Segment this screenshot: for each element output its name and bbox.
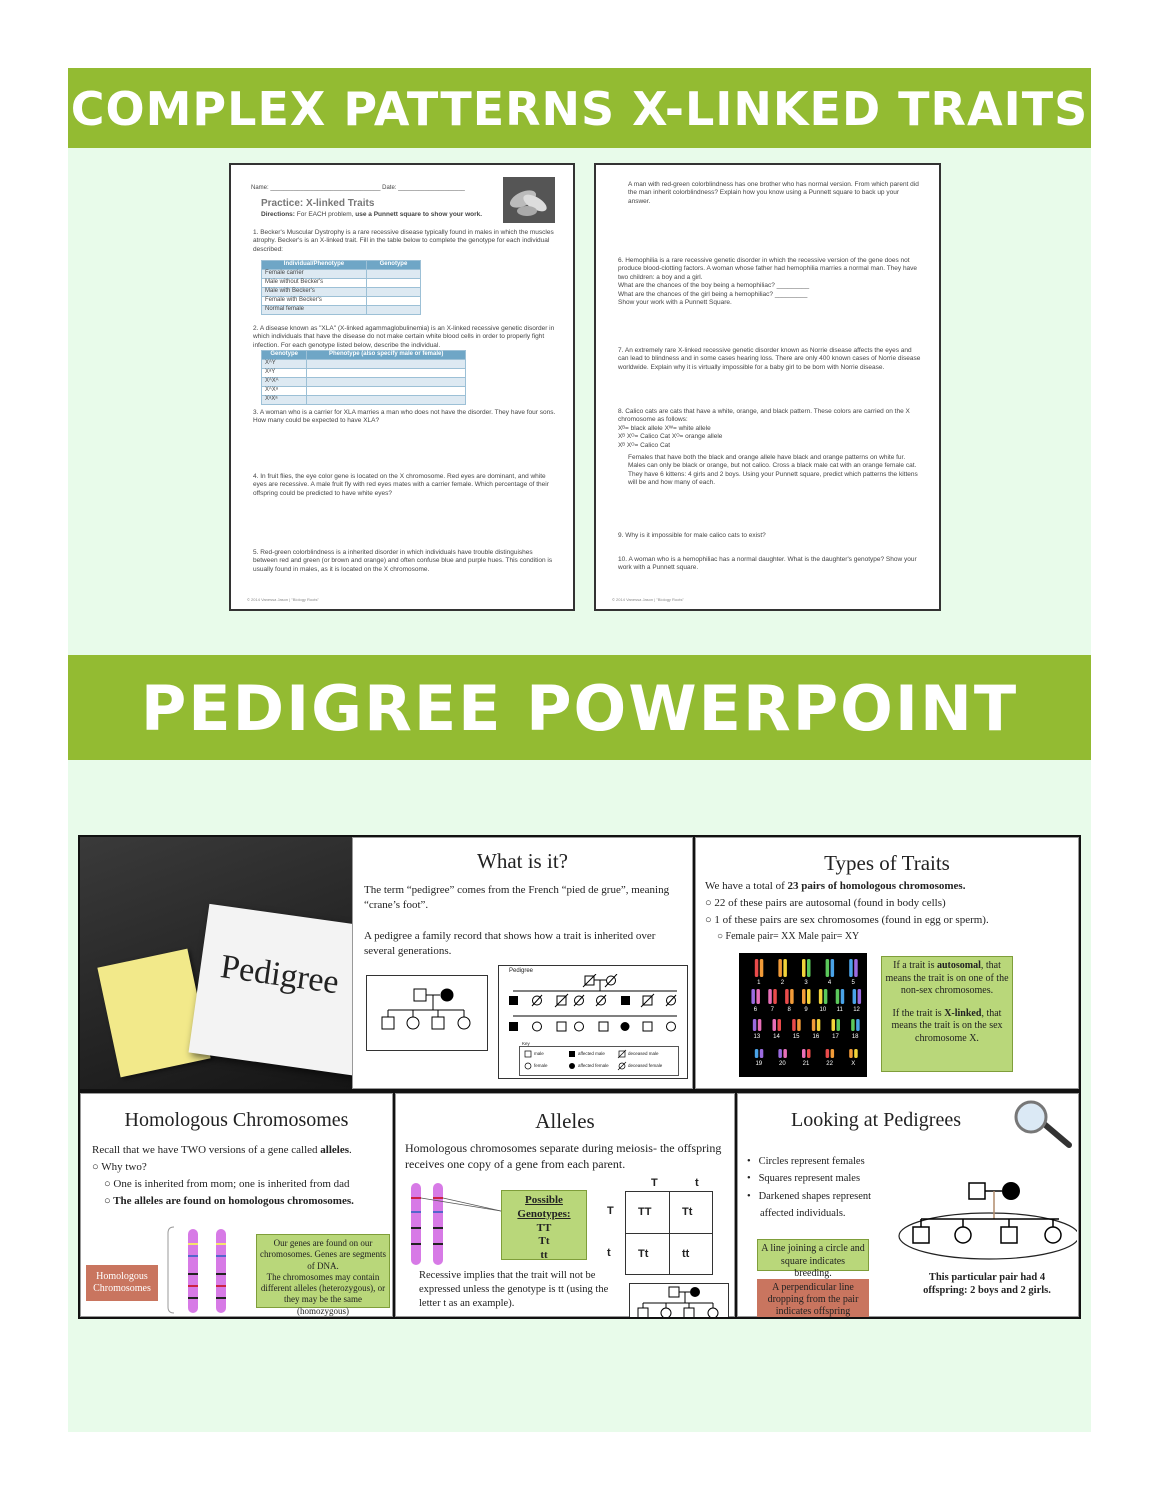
karyotype-number: 17 [832,1034,839,1040]
slides-collage [78,835,1081,1319]
karyotype-chromosome [807,1049,811,1058]
table-cell: Female with Becker's [262,296,367,305]
slide-what-is-it [352,837,693,1089]
karyotype-chromosome [773,1019,777,1031]
karyotype-number: 1 [757,980,761,986]
karyotype-number: 16 [812,1034,820,1040]
genes-note-box: Our genes are found on our chromosomes. Genes are segments of DNA. The chromosomes may contain different alleles (heterozygous), or they may be the same (homozygous) [256,1234,390,1308]
worksheet-title: Practice: X-linked Traits [261,198,375,209]
genotypes-title: Possible Genotypes: [517,1194,571,1220]
directions-bold: use a Punnett square to show your work. [355,211,483,218]
karyotype-number: 22 [826,1061,833,1067]
question-10: 10. A woman who is a hemophiliac has a normal daughter. What is the daughter's genotype? Show your work with a Punnett square. [618,556,917,572]
table-cell [366,287,420,296]
name-date-line: Name: _________________________________ Date: ____________________ [251,185,465,191]
karyotype-number: 10 [819,1007,827,1013]
karyotype-number: 13 [753,1034,761,1040]
key-item: deceased male [628,1051,659,1056]
punnett-header: T [651,1177,658,1189]
line-text: We have a total of [705,880,788,892]
pedigree-chart [498,965,688,1079]
karyotype-chromosome [824,989,828,1004]
note-bold: autosomal [936,960,981,971]
offspring-note-box: A perpendicular line dropping from the pair indicates offspring [757,1279,869,1317]
line-bold: 23 pairs of homologous chromosomes. [787,880,966,892]
karyotype-chromosome [854,959,858,977]
karyotype-chromosome [768,989,772,1004]
key-item: deceased female [628,1063,663,1068]
slide-paragraph: Homologous chromosomes separate during meiosis- the offspring receives one copy of a gene from each parent. [405,1141,722,1172]
table-cell: XᴬY [262,359,307,368]
key-symbols [520,1047,678,1075]
karyotype-chromosome [854,1049,858,1058]
key-item: male [534,1051,544,1056]
punnett-cell: tt [682,1248,690,1260]
pedigree-key [519,1041,679,1076]
karyotype-chromosomes [739,953,867,1077]
allele-chromosomes-image [409,1181,501,1267]
karyotype-number: 2 [780,980,785,986]
karyotype-chromosome [802,1049,806,1058]
banner-pedigree: PEDIGREE POWERPOINT [68,655,1091,760]
karyotype-chromosome [790,989,794,1004]
worksheet-page-2 [594,163,941,611]
question-3: 3. A woman who is a carrier for XLA marries a man who does not have the disorder. They have four sons. How many could be expected to have XLA? [253,409,556,425]
directions-text: For EACH problem, [296,211,354,218]
title-card [189,904,355,1080]
karyotype-chromosome [849,1049,853,1058]
karyotype-chromosome [849,959,853,977]
table-cell: XᴬXᴬ [262,377,307,386]
karyotype-number: 6 [753,1007,758,1013]
karyotype-chromosome [785,989,789,1004]
karyotype-chromosome [758,1019,762,1031]
slide-paragraph: A pedigree a family record that shows how a trait is inherited over several generations. [364,930,656,957]
question-7: 7. An extremely rare X-linked recessive genetic disorder known as Norrie disease affects the eyes and can lead to blindness and in some cases hearing loss. There are only 400 known cases of Norrie disease worldwide. Explain why it is virtually impossible for a baby girl to be born with Norrie disease. [618,347,921,371]
karyotype-chromosome [856,1019,860,1031]
slide-line [705,879,965,894]
karyotype-image [739,953,867,1077]
karyotype-chromosome [802,989,806,1004]
becker-table [261,260,421,315]
pedigree-chart-symbols [499,974,687,1044]
slide-line: ○ 1 of these pairs are sex chromosomes (found in egg or sperm). [705,914,989,926]
karyotype-number: 4 [827,980,832,986]
genotype-item: Tt [538,1235,550,1248]
karyotype-number: 18 [851,1034,859,1040]
question-5-continued: A man with red-green colorblindness has one brother who has normal version. From which parent did the man inherit colorblindness? Explain how you know using a Punnett square to back up your answer. [628,181,919,205]
offspring-summary: This particular pair had 4 offspring: 2 boys and 2 girls. [923,1272,1051,1297]
directions [261,211,501,219]
karyotype-number: 20 [779,1061,786,1067]
table-cell [307,386,466,395]
bullet-item: • Darkened shapes represent affected individuals. [747,1190,872,1219]
karyotype-chromosome [836,989,840,1004]
table-header: Genotype [366,261,420,270]
karyotype-chromosome [756,989,760,1004]
question-8: 8. Calico cats are cats that have a white, orange, and black pattern. These colors are carried on the X chromosome as follows: Xᴮ= black allele Xᵂ= white allele Xᴮ Xᴼ= Calico Cat Xᴼ= orange allele Xᴮ Xᴼ= Calico Cat [618,408,910,449]
question-5: 5. Red-green colorblindness is a inherited disorder in which individuals have trouble distinguishes between red and green (or brown and orange) and often confuse blue and purple hues. This condition is usually found in males, as it is located on the X chromosome. [253,549,553,573]
line-text: Recall that we have TWO versions of a gene called [92,1144,321,1156]
karyotype-chromosome [858,989,862,1004]
punnett-square [605,1177,733,1277]
slide-title: What is it? [477,849,568,873]
table-cell [366,296,420,305]
karyotype-number: 12 [853,1007,860,1013]
chromosome-photo [503,177,555,223]
karyotype-chromosome [760,959,764,977]
karyotype-chromosome [826,1049,830,1058]
karyotype-chromosome [807,989,811,1004]
karyotype-chromosome [807,959,811,977]
bullet-text: Squares represent males [758,1173,861,1185]
karyotype-number: 15 [792,1034,800,1040]
karyotype-chromosome [778,1049,782,1058]
karyotype-chromosome [753,1019,757,1031]
worksheet-page-1 [229,163,575,611]
karyotype-chromosome [783,959,787,977]
question-2: 2. A disease known as "XLA" (X-linked agammaglobulinemia) is an X-linked recessive genetic disorder in which individuals that have the disease do not make certain white blood cells in order to properly fight infection. For each genotype listed below, describe the individual. [253,325,555,349]
trait-info-box [881,956,1013,1072]
karyotype-number: 9 [804,1007,808,1013]
karyotype-number: 7 [770,1007,774,1013]
karyotype-number: 11 [836,1007,843,1013]
slide-line: ○ One is inherited from mom; one is inherited from dad [104,1178,350,1190]
karyotype-number: 21 [802,1061,810,1067]
table-cell [307,395,466,404]
karyotype-chromosome [817,1019,821,1031]
punnett-cell: Tt [638,1248,649,1260]
key-item: affected male [578,1051,605,1056]
karyotype-number: 19 [755,1061,763,1067]
karyotype-number: 8 [787,1007,791,1013]
question-6: 6. Hemophilia is a rare recessive genetic disorder in which the recessive version of the gene does not produce blood-clotting factors. A woman whose father had hemophilia marries a normal man. They have two children: a boy and a girl. What are the chances of the boy being a hemophiliac? _________ What are the chances of the girl being a hemophiliac? _________ Show your work with a Punnett Square. [618,257,918,307]
pedigree-example-diagram [897,1181,1077,1261]
small-pedigree-diagram [629,1283,729,1317]
table-cell: Female carrier [262,269,367,278]
slide-line: ○ Why two? [92,1161,147,1173]
punnett-header: t [695,1177,699,1189]
slide-alleles [395,1093,735,1317]
cover-slide [80,837,355,1089]
bullet-item: • Squares represent males [747,1173,861,1185]
question-8-continued: Females that have both the black and orange allele have black and orange patterns on white fur. Males can only be black or orange, but not calico. Cross a black male cat with an orange female cat. They have 6 kittens: 4 girls and 2 boys. Using your Punnett square, predict which patterns the kittens will be and how many of each. [628,454,918,487]
slide-paragraph: Recessive implies that the trait will not be expressed unless the genotype is tt (using the letter t as an example). [419,1270,609,1310]
key-item: female [534,1063,548,1068]
note-text: If a trait is [893,960,937,971]
punnett-header: t [607,1247,611,1259]
slide-title: Looking at Pedigrees [791,1109,961,1131]
line-bold: alleles [320,1144,349,1156]
punnett-cell: TT [638,1206,652,1218]
karyotype-chromosome [837,1019,841,1031]
note-text: , that means the trait is on the sex chromosome X. [891,1007,1003,1044]
directions-label: Directions: [261,211,295,218]
genotype-item: TT [536,1221,552,1234]
karyotype-chromosome [812,1019,816,1031]
karyotype-chromosome [802,959,806,977]
homologous-pin: Homologous Chromosomes [86,1265,158,1301]
karyotype-chromosome [831,959,835,977]
karyotype-chromosome [826,959,830,977]
karyotype-chromosome [819,989,823,1004]
table-header: Genotype [262,351,307,360]
table-cell: Male with Becker's [262,287,367,296]
xla-table [261,350,466,405]
worksheet-footer: © 2014 Vanessa Jason | "Biology Roots" [612,596,684,602]
slide-looking-at-pedigrees [737,1093,1079,1317]
key-label: Key [522,1041,530,1046]
magnifying-glass-icon [1007,1099,1073,1149]
punnett-grid [625,1191,713,1275]
key-item: affected female [578,1063,609,1068]
karyotype-number: 3 [804,980,808,986]
table-cell [366,278,420,287]
table-header: Individual/Phenotype [262,261,367,270]
table-cell [366,269,420,278]
cover-title: Pedigree [218,948,342,1002]
karyotype-number: 14 [773,1034,780,1040]
homologous-chromosomes-image [164,1225,254,1315]
bullet-text: Darkened shapes represent affected individuals. [758,1190,872,1219]
bullet-item: • Circles represent females [747,1156,865,1167]
possible-genotypes-box [501,1190,587,1260]
breeding-note-box: A line joining a circle and square indicates breeding. [757,1239,869,1271]
punnett-cell: Tt [682,1206,693,1218]
question-4: 4. In fruit flies, the eye color gene is located on the X chromosome. Red eyes are dominant, and white eyes are recessive. A male fruit fly with red eyes mates with a carrier female. Which percentage of their offspring could be predicted to have white eyes? [253,473,549,497]
bullet-text: Circles represent females [758,1156,865,1167]
autosomal-note [885,960,1009,998]
karyotype-chromosome [851,1019,855,1031]
pedigree-chart-label: Pedigree [509,968,534,974]
slide-title: Alleles [535,1109,595,1133]
karyotype-chromosome [755,959,759,977]
slide-line [92,1143,352,1158]
simple-pedigree-diagram [366,975,488,1051]
table-cell: Normal female [262,305,367,314]
slide-types-of-traits [695,837,1079,1089]
table-header: Phenotype (also specify male or female) [307,351,466,360]
table-cell: XᵃY [262,368,307,377]
karyotype-chromosome [831,1049,835,1058]
table-cell: XᴬXᵃ [262,386,307,395]
slide-line: ○ Female pair= XX Male pair= XY [717,931,860,942]
slide-line: ○ 22 of these pairs are autosomal (found in body cells) [705,897,946,909]
karyotype-chromosome [760,1049,764,1058]
karyotype-chromosome [751,989,755,1004]
banner-xlinked: COMPLEX PATTERNS X-LINKED TRAITS [68,68,1091,148]
note-text: If the trait is [892,1007,945,1019]
karyotype-chromosome [778,1019,782,1031]
karyotype-chromosome [853,989,857,1004]
xlinked-note [885,1008,1009,1046]
question-1: 1. Becker's Muscular Dystrophy is a rare recessive disease typically found in males in which the muscles atrophy. Becker's is an X-linked trait. Fill in the table below to complete the genotype for each individual described: [253,229,554,253]
karyotype-chromosome [755,1049,759,1058]
karyotype-chromosome [783,1049,787,1058]
karyotype-chromosome [832,1019,836,1031]
question-9: 9. Why is it impossible for male calico cats to exist? [618,532,766,539]
table-cell [307,359,466,368]
table-cell [307,368,466,377]
karyotype-chromosome [773,989,777,1004]
slide-title: Homologous Chromosomes [124,1109,349,1131]
punnett-header: T [607,1205,614,1217]
karyotype-chromosome [797,1019,801,1031]
genotype-item: tt [540,1249,548,1261]
note-bold: X-linked [944,1007,982,1019]
karyotype-chromosome [778,959,782,977]
table-cell: XᵃXᵃ [262,395,307,404]
slide-title: Types of Traits [824,851,950,875]
karyotype-number: X [851,1061,856,1067]
karyotype-chromosome [792,1019,796,1031]
note-text: , that means the trait is on one of the non-sex chromosomes. [885,960,1009,996]
line-text: . [348,1144,352,1156]
slide-paragraph: The term “pedigree” comes from the French “pied de grue”, meaning “crane’s foot”. [364,884,670,911]
slide-line: ○ The alleles are found on homologous chromosomes. [104,1195,354,1207]
worksheet-footer: © 2014 Vanessa Jason | "Biology Roots" [247,596,319,602]
table-cell: Male without Becker's [262,278,367,287]
pedigree-bullets [747,1153,890,1222]
slide-homologous-chromosomes [80,1093,393,1317]
table-cell [307,377,466,386]
table-cell [366,305,420,314]
karyotype-number: 5 [851,980,855,986]
karyotype-chromosome [841,989,845,1004]
